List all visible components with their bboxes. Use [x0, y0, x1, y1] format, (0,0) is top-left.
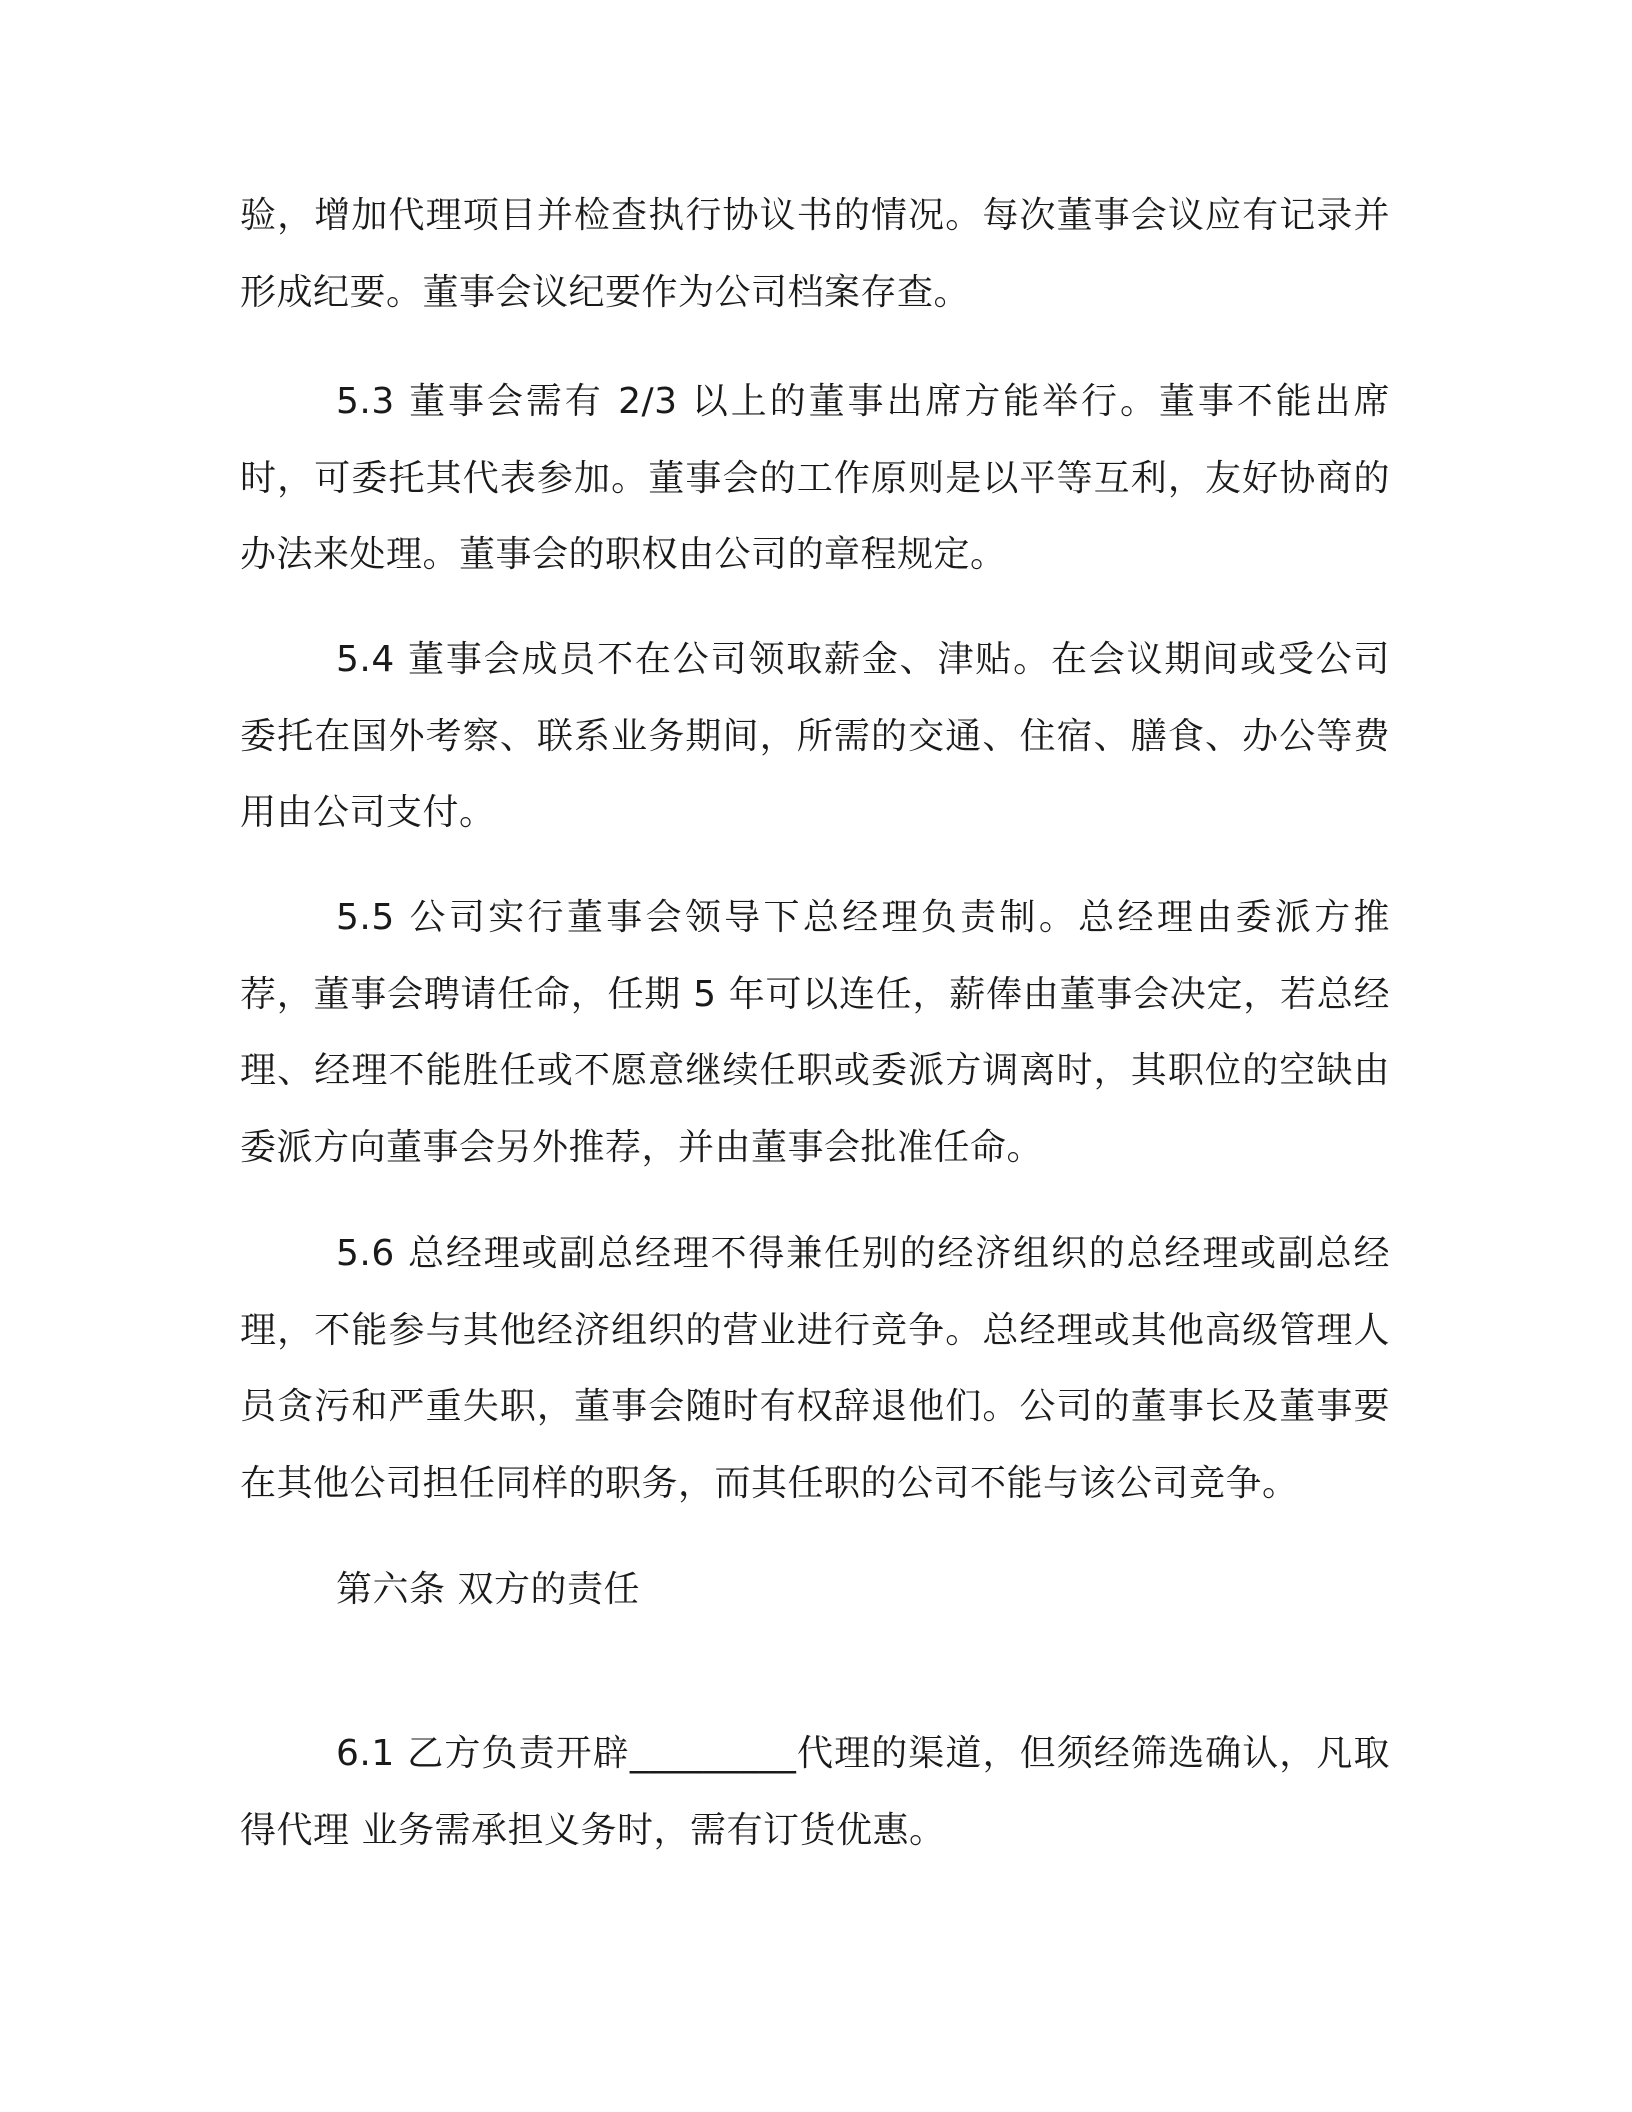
paragraph-6-1: 6.1 乙方负责开辟_________代理的渠道，但须经筛选确认，凡取得代理 业务需承担义务时，需有订货优惠。	[240, 1733, 1390, 1851]
paragraph-5-6: 5.6 总经理或副总经理不得兼任别的经济组织的总经理或副总经理，不能参与其他经济组织的营业进行竞争。总经理或其他高级管理人员贪污和严重失职，董事会随时有权辞退他们。公司的董事长及董事要在其他公司担任同样的职务，而其任职的公司不能与该公司竞争。	[240, 1233, 1390, 1504]
paragraph-5-5: 5.5 公司实行董事会领导下总经理负责制。总经理由委派方推荐，董事会聘请任命，任期 5 年可以连任，薪俸由董事会决定，若总经理、经理不能胜任或不愿意继续任职或委派方调离时，其职位的空缺由委派方向董事会另外推荐，并由董事会批准任命。	[240, 897, 1390, 1168]
paragraph-5-4: 5.4 董事会成员不在公司领取薪金、津贴。在会议期间或受公司委托在国外考察、联系业务期间，所需的交通、住宿、膳食、办公等费用由公司支付。	[240, 639, 1390, 833]
section-heading-article-6: 第六条 双方的责任	[336, 1569, 640, 1610]
paragraph-continuation: 验，增加代理项目并检查执行协议书的情况。每次董事会议应有记录并形成纪要。董事会议纪要作为公司档案存查。	[240, 195, 1390, 313]
paragraph-5-3: 5.3 董事会需有 2/3 以上的董事出席方能举行。董事不能出席时，可委托其代表参加。董事会的工作原则是以平等互利，友好协商的办法来处理。董事会的职权由公司的章程规定。	[240, 381, 1390, 575]
